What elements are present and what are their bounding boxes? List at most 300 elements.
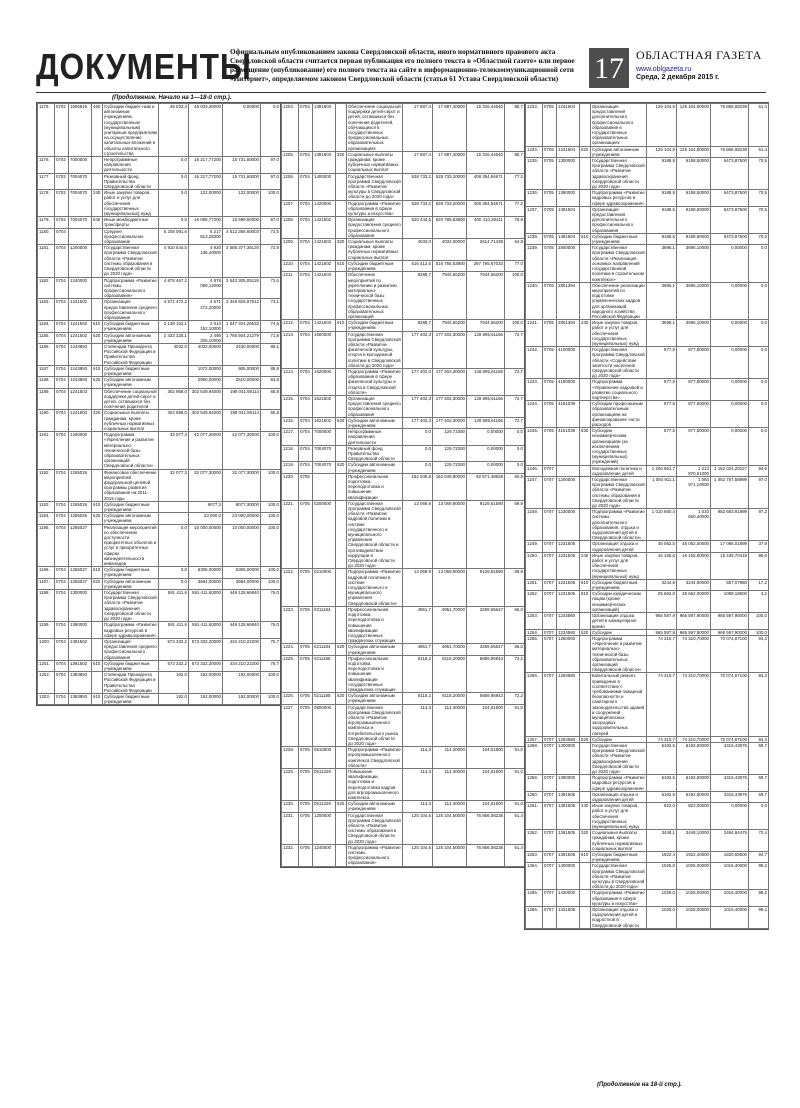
section-code: 0704 <box>55 432 69 469</box>
expense-type <box>580 509 591 541</box>
table-row <box>526 509 769 541</box>
section-code: 0707 <box>543 890 557 907</box>
article-code: 1390000 <box>557 190 580 207</box>
row-number: 1255. <box>526 635 543 672</box>
row-description: Государственная программа Свердловской области «Развитие физической культуры, спорта и молодежной политики в Свердловской области до 2020 года» <box>348 331 401 368</box>
expense-type <box>336 445 347 462</box>
table-row <box>38 578 281 589</box>
expense-type <box>580 863 591 890</box>
expense-type <box>336 812 347 844</box>
section-code: 0704 <box>299 173 313 200</box>
section-code: 0705 <box>299 606 313 643</box>
executed-amount: 15 326,44640 <box>467 104 505 152</box>
amended-amount: 177 402,30000 <box>433 395 467 417</box>
executed-amount: 2614,71438 <box>467 239 505 261</box>
row-description: Молодежная политика и оздоровление детей <box>591 465 647 476</box>
table-row <box>526 830 769 852</box>
executed-amount: 4315,43975 <box>711 775 749 792</box>
execution-percent: 0,0 <box>749 379 769 401</box>
section-code: 0704 <box>55 388 69 410</box>
row-number: 1256. <box>526 673 543 736</box>
section-code: 0705 <box>543 245 557 282</box>
row-description: Организация предоставления дополнительного профессионального образования в государственных образовательных организациях <box>591 104 647 147</box>
approved-amount: 1025,0 <box>647 890 677 907</box>
section-code: 0702 <box>55 173 69 190</box>
amended-amount: 192,00000 <box>189 693 223 704</box>
section-code: 0707 <box>543 830 557 852</box>
row-description: Подпрограмма «Развитие образования в сфере культуры и искусства» <box>348 200 401 217</box>
approved-amount: 9188,5 <box>647 206 677 233</box>
execution-percent: 94,9 <box>749 465 769 476</box>
row-description: Подпрограмма «Укрепление и развитие материально-технической базы образовательных организаций Свердловской области» <box>591 635 647 672</box>
expense-type <box>336 500 347 569</box>
article-code: 2800000 <box>557 245 580 282</box>
executed-amount: 965 597,90000 <box>711 629 749 635</box>
expense-type <box>92 672 103 694</box>
approved-amount: 177 402,3 <box>403 331 433 368</box>
article-code: 1243893 <box>69 377 92 388</box>
execution-percent: 0,0 <box>749 428 769 465</box>
executed-amount: 449 128,66840 <box>223 622 261 639</box>
executed-amount: 199 041,59114 <box>223 388 261 410</box>
approved-amount: 177 402,3 <box>403 417 433 428</box>
execution-percent: 17,2 <box>749 579 769 590</box>
expense-type: 240 <box>580 320 591 347</box>
executed-amount: 9077,30000 <box>223 501 261 512</box>
amended-amount: 6 217 813,28300 <box>189 228 223 245</box>
article-code: 7004070 <box>313 462 336 473</box>
expense-type: 610 <box>92 693 103 704</box>
row-number: 1242. <box>526 347 543 379</box>
amended-amount: 7944,66200 <box>433 320 467 331</box>
row-description: Организация отдыха детей в каникулярное время <box>591 613 647 630</box>
article-code: 0511328 <box>313 801 336 812</box>
article-code: 1606816 <box>69 104 92 157</box>
row-number: 1244. <box>526 401 543 428</box>
section-code: 0707 <box>543 579 557 590</box>
execution-percent: 69,7 <box>749 791 769 802</box>
executed-amount: 7944,66200 <box>467 320 505 331</box>
amended-amount: 16 085,77200 <box>189 217 223 228</box>
section-code: 0704 <box>55 332 69 343</box>
article-code: 1391502 <box>69 638 92 660</box>
article-code: 1241503 <box>69 388 92 410</box>
table-row <box>38 567 281 578</box>
table-row <box>526 552 769 579</box>
article-code: 0210000 <box>313 569 336 606</box>
table-row <box>282 644 525 655</box>
execution-percent: 69,7 <box>749 742 769 774</box>
article-code: 1400000 <box>557 863 580 890</box>
table-row <box>282 173 525 200</box>
budget-table-body-3 <box>526 104 769 929</box>
row-description: Субсидии бюджетным учреждениям <box>103 567 159 578</box>
row-description: Субсидии автономным учреждениям <box>347 693 403 704</box>
expense-type: 460 <box>92 104 103 157</box>
executed-amount: 76 866,08238 <box>711 104 749 147</box>
executed-amount: 15 326,44640 <box>467 151 505 173</box>
article-code: 1420000 <box>313 200 336 217</box>
table-row <box>526 245 769 282</box>
executed-amount: 17 086,01899 <box>711 541 749 552</box>
row-description: Организация предоставления среднего профессионального образования <box>104 299 157 320</box>
article-code: 1264580 <box>557 673 580 736</box>
row-description: Среднее профессиональное образование <box>103 228 159 245</box>
amended-amount: 125 104,50000 <box>433 844 467 866</box>
article-code: 1240000 <box>313 844 336 866</box>
execution-percent: 72,7 <box>505 417 525 428</box>
executed-amount: 1089,18500 <box>711 591 749 613</box>
execution-percent: 100,0 <box>261 693 281 704</box>
row-number: 1178. <box>38 190 55 217</box>
article-code: 1265027 <box>69 578 92 589</box>
approved-amount: 1 010 660,4 <box>647 509 677 541</box>
section-code: 0707 <box>543 541 557 552</box>
executed-amount: 3694,00000 <box>223 578 261 589</box>
section-code: 0705 <box>299 473 313 500</box>
expense-type <box>580 158 591 190</box>
article-code: 1300000 <box>557 158 580 190</box>
execution-percent: 0,0 <box>749 320 769 347</box>
row-number: 1214. <box>282 368 299 395</box>
row-number: 1252. <box>526 591 543 613</box>
row-number: 1262. <box>526 830 543 852</box>
amended-amount: 3694,00000 <box>189 578 223 589</box>
approved-amount: 17 887,4 <box>403 151 433 173</box>
expense-type <box>580 635 591 672</box>
row-number: 1202. <box>38 672 55 694</box>
execution-percent: 97,0 <box>749 477 769 509</box>
approved-amount: 125 104,5 <box>647 104 677 147</box>
execution-percent: 65,8 <box>261 410 281 432</box>
execution-percent: 100,0 <box>749 629 769 635</box>
section-code: 0705 <box>299 768 313 800</box>
amended-amount: 877,50000 <box>677 347 711 379</box>
page-number: 17 <box>589 48 629 88</box>
execution-percent: 4,2 <box>749 591 769 613</box>
expense-type: 610 <box>92 321 103 332</box>
article-code: 4100000 <box>557 347 580 379</box>
amended-amount: 877,50000 <box>677 401 711 428</box>
amended-amount: 822,00000 <box>677 803 711 830</box>
expense-type: 620 <box>92 578 103 589</box>
section-code: 0705 <box>299 500 313 569</box>
amended-amount: 2 013 152,10000 <box>189 321 223 332</box>
execution-percent: 77,2 <box>505 200 525 217</box>
row-description: Подпрограмма «Развитие кадровых ресурсов в сфере здравоохранения» <box>592 775 645 791</box>
row-number: 1231. <box>282 812 299 844</box>
approved-amount: 0,0 <box>403 445 433 462</box>
execution-percent: 0,0 <box>505 462 525 473</box>
executed-amount: 4315,43975 <box>711 791 749 802</box>
row-number: 1175. <box>38 104 55 157</box>
row-number: 1253. <box>526 613 543 630</box>
section-code: 0704 <box>55 524 69 567</box>
row-description: Капитальный ремонт, приведение в соответствие с требованиями пожарной безопасности и санитарного законодательства зданий и сооружений муниципальных загородных оздоровительных лагерей <box>591 673 647 736</box>
section-code: 0704 <box>55 513 69 524</box>
approved-amount: 1922,4 <box>647 852 677 863</box>
row-description: Субсидии автономным учреждениям <box>103 332 159 343</box>
execution-percent: 100,0 <box>505 272 525 320</box>
row-number: 1233. <box>526 104 543 147</box>
article-code: 1621502 <box>313 395 336 417</box>
row-description: Государственная программа Свердловской области «Развитие культуры в Свердловской области до 2020 года» <box>592 863 645 890</box>
row-number: 1183. <box>38 299 55 321</box>
section-code: 0707 <box>543 775 557 792</box>
section-code: 0705 <box>543 104 557 147</box>
row-description: Иные межбюджетные трансферты <box>103 217 159 228</box>
section-code: 0704 <box>299 151 313 173</box>
section-code: 0705 <box>543 401 557 428</box>
expense-type <box>92 157 103 174</box>
executed-amount: 15 731,60000 <box>223 173 261 190</box>
expense-type <box>336 747 347 769</box>
section-code: 0705 <box>543 428 557 465</box>
continued-from-note: (Продолжение. Начало на 1—18-й стр.). <box>112 95 232 101</box>
approved-amount: 1025,0 <box>647 863 677 890</box>
row-description: Субсидии бюджетным учреждениям <box>103 693 159 704</box>
executed-amount: 400 410,28411 <box>467 217 505 239</box>
section-code: 0707 <box>543 852 557 863</box>
row-description: Подпрограмма «Развитие системы профессионального образования» <box>104 277 157 299</box>
executed-amount: 6473,87500 <box>711 233 749 244</box>
row-number: 1210. <box>282 260 299 271</box>
execution-percent: 99,2 <box>749 890 769 907</box>
amended-amount: 3695,10000 <box>677 282 711 319</box>
row-description: Обеспечение мероприятий по укреплению и развитию материально-технической базы государственных профессиональных образовательных организаций <box>347 272 403 320</box>
row-description: Профессиональная подготовка, переподготовка и повышение квалификации государственных гражданских служащих <box>347 606 403 643</box>
table-row <box>526 803 769 830</box>
table-row <box>526 158 769 190</box>
executed-amount: 0,00000 <box>711 428 749 465</box>
section-code: 0707 <box>543 613 557 630</box>
executed-amount: 15 439,70419 <box>711 552 749 579</box>
amended-amount: 1025,00000 <box>677 863 711 890</box>
amended-amount: 6306,00000 <box>189 567 223 578</box>
table-row <box>526 863 769 890</box>
table-row <box>38 590 281 622</box>
table-row <box>38 332 281 343</box>
approved-amount: 520 444,5 <box>403 217 433 239</box>
row-number: 1176. <box>38 157 55 174</box>
executed-amount: 104,01500 <box>467 747 505 769</box>
header-divider <box>36 92 766 93</box>
table-row <box>526 146 769 157</box>
executed-amount: 4 512 356,60003 <box>223 228 261 245</box>
article-code: 4161039 <box>557 428 580 465</box>
approved-amount: 877,5 <box>647 401 677 428</box>
article-code: 1420000 <box>557 890 580 907</box>
article-code: 1391505 <box>557 852 580 863</box>
executed-amount: 1016,40000 <box>711 863 749 890</box>
row-description: Подпрограмма «Развитие кадровых ресурсов в сфере здравоохранения» <box>104 622 157 638</box>
expense-type <box>580 775 591 792</box>
expense-type <box>92 432 103 469</box>
execution-percent: 72,2 <box>505 693 525 704</box>
row-description: Организация отдыха и оздоровления детей <box>591 791 647 802</box>
table-row <box>282 747 525 769</box>
executed-amount: 0,00000 <box>223 104 261 157</box>
row-description: Государственная программа Свердловской области «Развитие кадровой политики в системе государственного и муниципального управления Свердловской области и противодействие коррупции в Свердловской области до 2020 года» <box>348 500 401 569</box>
section-code: 0705 <box>299 569 313 606</box>
row-description: Подпрограмма «Развитие кадровых ресурсов в сфере здравоохранения» <box>592 190 645 206</box>
execution-percent: 0,0 <box>749 282 769 319</box>
amended-amount: 129,72300 <box>433 429 467 446</box>
amended-amount: 3695,10000 <box>677 320 711 347</box>
article-code: 1231505 <box>557 579 580 590</box>
table-row <box>38 157 281 174</box>
amended-amount: 4951,70000 <box>433 644 467 655</box>
execution-percent: 72,4 <box>749 830 769 852</box>
execution-percent: 77,0 <box>505 260 525 271</box>
row-description: Субсидии юридическим лицам (кроме некоммерческих организаций) <box>591 591 647 613</box>
table-row <box>282 272 525 320</box>
table-row <box>38 245 281 277</box>
executed-amount: 128 895,61166 <box>467 395 505 417</box>
row-description: Подпрограмма «Развитие системы дополнительного образования, отдыха и оздоровления детей в Свердловской области» <box>592 509 645 541</box>
row-number: 1257. <box>526 736 543 742</box>
row-description: Организация предоставления среднего профессионального образования <box>104 638 157 660</box>
approved-amount: 114,3 <box>403 768 433 800</box>
section-code: 0704 <box>55 228 69 245</box>
amended-amount: 302 549,94000 <box>189 410 223 432</box>
executed-amount: 104,01500 <box>467 768 505 800</box>
article-code: 1400000 <box>313 173 336 200</box>
row-number: 1228. <box>282 747 299 769</box>
execution-percent: 91,0 <box>505 768 525 800</box>
execution-percent: 100,0 <box>261 672 281 694</box>
article-code: 0500000 <box>313 704 336 747</box>
row-description: Организация предоставления дополнительного профессионального образования <box>591 206 647 233</box>
amended-amount: 528 733,20000 <box>433 173 467 200</box>
article-code: 0200000 <box>313 500 336 569</box>
amended-amount: 13 069,90000 <box>433 569 467 606</box>
table-row <box>38 660 281 671</box>
row-description: Социальные выплаты гражданам, кроме публичных нормативных социальных выплат <box>591 830 647 852</box>
row-number: 1239. <box>526 245 543 282</box>
expense-type: 610 <box>92 501 103 512</box>
row-number: 1218. <box>282 445 299 462</box>
table-row <box>38 410 281 432</box>
amended-amount: 3244,90000 <box>677 579 711 590</box>
amended-amount: 74 310,70000 <box>677 673 711 736</box>
expense-type <box>580 465 591 476</box>
expense-type: 620 <box>92 513 103 524</box>
execution-percent: 70,5 <box>749 206 769 233</box>
approved-amount: 1025,0 <box>647 907 677 929</box>
execution-percent: 100,0 <box>261 469 281 501</box>
table-row <box>282 704 525 747</box>
row-number: 1227. <box>282 704 299 747</box>
row-description: Социальные выплаты гражданам, кроме публичных нормативных социальных выплат <box>347 239 403 261</box>
approved-amount: 8118,2 <box>403 693 433 704</box>
table-row <box>526 852 769 863</box>
execution-percent: 70,5 <box>749 190 769 207</box>
row-number: 1196. <box>38 567 55 578</box>
row-description: Субсидии автономным учреждениям <box>347 644 403 655</box>
approved-amount <box>159 513 189 524</box>
execution-percent: 72,5 <box>261 228 281 245</box>
table-row <box>38 104 281 157</box>
section-code: 0704 <box>55 321 69 332</box>
executed-amount: 42 077,30000 <box>223 432 261 469</box>
approved-amount: 1 206 951,7 <box>647 465 677 476</box>
executed-amount: 199 041,59114 <box>223 410 261 432</box>
table-row <box>38 622 281 639</box>
section-code: 0704 <box>55 622 69 639</box>
row-number: 1258. <box>526 742 543 774</box>
section-code: 0707 <box>543 742 557 774</box>
article-code <box>557 465 580 476</box>
section-code: 0704 <box>299 320 313 331</box>
expense-type <box>92 622 103 639</box>
expense-type: 610 <box>92 567 103 578</box>
execution-percent: 72,9 <box>261 245 281 277</box>
table-row <box>282 606 525 643</box>
section-code: 0704 <box>55 501 69 512</box>
row-description: Иные закупки товаров, работ и услуг для обеспечения государственных (муниципальных) нужд <box>103 190 159 217</box>
amended-amount: 8118,20000 <box>433 693 467 704</box>
row-description: Подпрограмма «Развитие агропромышленного комплекса Свердловской области» <box>348 747 401 768</box>
amended-amount: 2 498 325,10000 <box>189 332 223 343</box>
expense-type <box>580 245 591 282</box>
approved-amount: 2 138 152,1 <box>159 321 189 332</box>
amended-amount: 152 049,80000 <box>433 473 467 500</box>
approved-amount: 125 104,5 <box>403 844 433 866</box>
approved-amount: 0,0 <box>159 190 189 217</box>
expense-type <box>336 473 347 500</box>
article-code: 1241502 <box>69 299 92 321</box>
execution-percent: 61,4 <box>749 146 769 157</box>
row-description: Субсидии автономным учреждениям <box>347 417 403 428</box>
executed-amount: 3430,00000 <box>223 343 261 365</box>
section-code: 0704 <box>299 445 313 462</box>
amended-amount: 2960,00000 <box>189 377 223 388</box>
amended-amount: 114,30000 <box>433 704 467 747</box>
row-number: 1192. <box>38 469 55 501</box>
amended-amount: 1025,00000 <box>677 907 711 929</box>
row-number: 1241. <box>526 320 543 347</box>
row-description: Профессиональная подготовка, переподготовка и повышение квалификации государственных гражданских служащих <box>347 655 403 692</box>
row-description: Иные закупки товаров, работ и услуг для обеспечения государственных (муниципальных) нужд <box>591 803 647 830</box>
expense-type <box>580 347 591 379</box>
approved-amount: 516 412,5 <box>403 260 433 271</box>
approved-amount: 114,3 <box>403 747 433 769</box>
issue-date: Среда, 2 декабря 2015 г. <box>636 74 720 81</box>
approved-amount: 4032,0 <box>159 343 189 365</box>
table-row <box>526 190 769 207</box>
executed-amount: 557,07980 <box>711 579 749 590</box>
approved-amount: 9188,5 <box>647 158 677 190</box>
article-code: 1231505 <box>557 552 580 579</box>
article-code: 1231505 <box>557 541 580 552</box>
approved-amount: 4951,7 <box>403 606 433 643</box>
expense-type <box>92 590 103 622</box>
execution-percent: 76,9 <box>505 217 525 239</box>
expense-type: 620 <box>336 693 347 704</box>
publication-notice: Официальным опубликованием закона Свердловской области, иного нормативного правового акта Свердловской области считается первая публикация его полного текста в «Областной газете» или первое размещение (опубликование) его полного текста на сайте в информационно-телекоммуникационной сети «Интернет», определяемом законом Свердловской области (статья 61 Устава Свердловской области) <box>230 48 575 83</box>
section-code: 0705 <box>299 644 313 655</box>
row-number: 1246. <box>526 465 543 476</box>
article-code: 1241504 <box>557 104 580 147</box>
section-code: 0704 <box>55 299 69 321</box>
table-row <box>282 812 525 844</box>
expense-type <box>92 469 103 501</box>
newspaper-url[interactable]: www.oblgazeta.ru <box>636 66 692 73</box>
article-code: 1240000 <box>69 277 92 299</box>
approved-amount: 74 310,7 <box>647 635 677 672</box>
expense-type: 240 <box>92 190 103 217</box>
